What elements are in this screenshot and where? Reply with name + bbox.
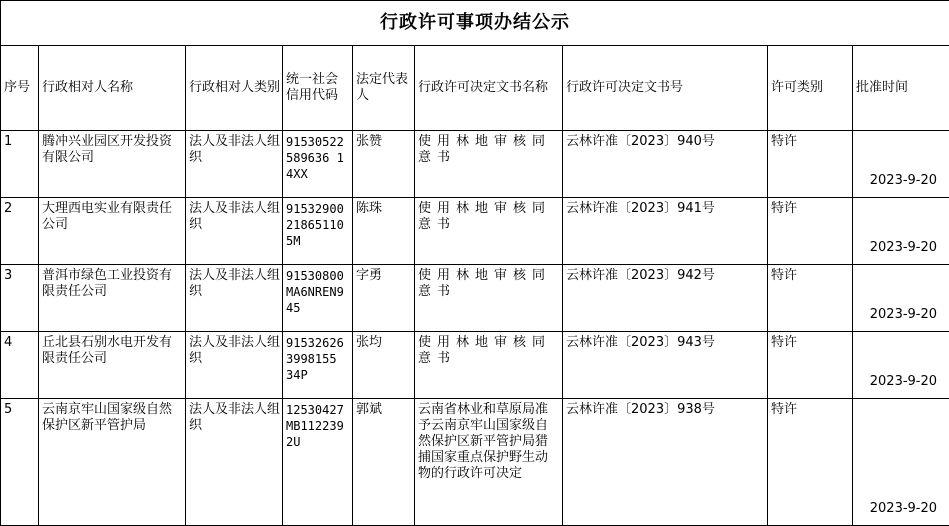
- cell-decision-name: 使用林地审核同意书: [415, 265, 563, 332]
- header-decision-name: 行政许可决定文书名称: [415, 46, 563, 131]
- cell-category: 特许: [768, 399, 853, 526]
- table-row: [1, 265, 949, 332]
- header-name: 行政相对人名称: [39, 46, 186, 131]
- table-row: [1, 198, 949, 265]
- cell-decision-name: 使用林地审核同意书: [415, 332, 563, 399]
- cell-category: 特许: [768, 332, 853, 399]
- cell-name: 云南京牢山国家级自然保护区新平管护局: [39, 399, 186, 526]
- cell-credit-code: 12530427MB1122392U: [283, 399, 353, 526]
- table-row: [1, 131, 949, 198]
- cell-name: 腾冲兴业园区开发投资有限公司: [39, 131, 186, 198]
- cell-approval-date: 2023-9-20: [853, 131, 949, 198]
- cell-decision-no: 云林许准〔2023〕941号: [563, 198, 768, 265]
- header-decision-no: 行政许可决定文书号: [563, 46, 768, 131]
- cell-decision-no: 云林许准〔2023〕943号: [563, 332, 768, 399]
- table-row: [1, 399, 949, 526]
- cell-name: 大理西电实业有限责任公司: [39, 198, 186, 265]
- cell-legal-rep: 张均: [353, 332, 415, 399]
- header-seq: 序号: [1, 46, 39, 131]
- cell-legal-rep: 陈珠: [353, 198, 415, 265]
- cell-type: 法人及非法人组织: [186, 265, 283, 332]
- cell-approval-date: 2023-9-20: [853, 399, 949, 526]
- cell-approval-date: 2023-9-20: [853, 198, 949, 265]
- cell-credit-code: 91530522589636 14XX: [283, 131, 353, 198]
- cell-seq: 3: [1, 265, 39, 332]
- header-credit-code: 统一社会信用代码: [283, 46, 353, 131]
- cell-decision-name: 云南省林业和草原局准予云南京牢山国家级自然保护区新平管护局猎捕国家重点保护野生动物的行政许可决定: [415, 399, 563, 526]
- cell-category: 特许: [768, 198, 853, 265]
- cell-category: 特许: [768, 131, 853, 198]
- header-approval-date: 批准时间: [853, 46, 949, 131]
- cell-credit-code: 915326263998155 34P: [283, 332, 353, 399]
- cell-type: 法人及非法人组织: [186, 399, 283, 526]
- page-title: 行政许可事项办结公示: [1, 1, 949, 46]
- cell-name: 丘北县石别水电开发有限责任公司: [39, 332, 186, 399]
- cell-decision-no: 云林许准〔2023〕938号: [563, 399, 768, 526]
- cell-legal-rep: 张赞: [353, 131, 415, 198]
- cell-legal-rep: 郭斌: [353, 399, 415, 526]
- cell-type: 法人及非法人组织: [186, 198, 283, 265]
- cell-category: 特许: [768, 265, 853, 332]
- header-row: [1, 46, 949, 131]
- header-category: 许可类别: [768, 46, 853, 131]
- cell-type: 法人及非法人组织: [186, 131, 283, 198]
- cell-seq: 1: [1, 131, 39, 198]
- cell-decision-no: 云林许准〔2023〕942号: [563, 265, 768, 332]
- cell-decision-name: 使用林地审核同意书: [415, 131, 563, 198]
- cell-legal-rep: 字勇: [353, 265, 415, 332]
- cell-name: 普洱市绿色工业投资有限责任公司: [39, 265, 186, 332]
- cell-seq: 4: [1, 332, 39, 399]
- cell-decision-name: 使用林地审核同意书: [415, 198, 563, 265]
- cell-seq: 2: [1, 198, 39, 265]
- cell-approval-date: 2023-9-20: [853, 265, 949, 332]
- header-legal-rep: 法定代表人: [353, 46, 415, 131]
- table-row: [1, 332, 949, 399]
- cell-seq: 5: [1, 399, 39, 526]
- cell-credit-code: 91530800MA6NREN945: [283, 265, 353, 332]
- cell-type: 法人及非法人组织: [186, 332, 283, 399]
- cell-approval-date: 2023-9-20: [853, 332, 949, 399]
- cell-credit-code: 91532900218651105M: [283, 198, 353, 265]
- header-type: 行政相对人类别: [186, 46, 283, 131]
- cell-decision-no: 云林许准〔2023〕940号: [563, 131, 768, 198]
